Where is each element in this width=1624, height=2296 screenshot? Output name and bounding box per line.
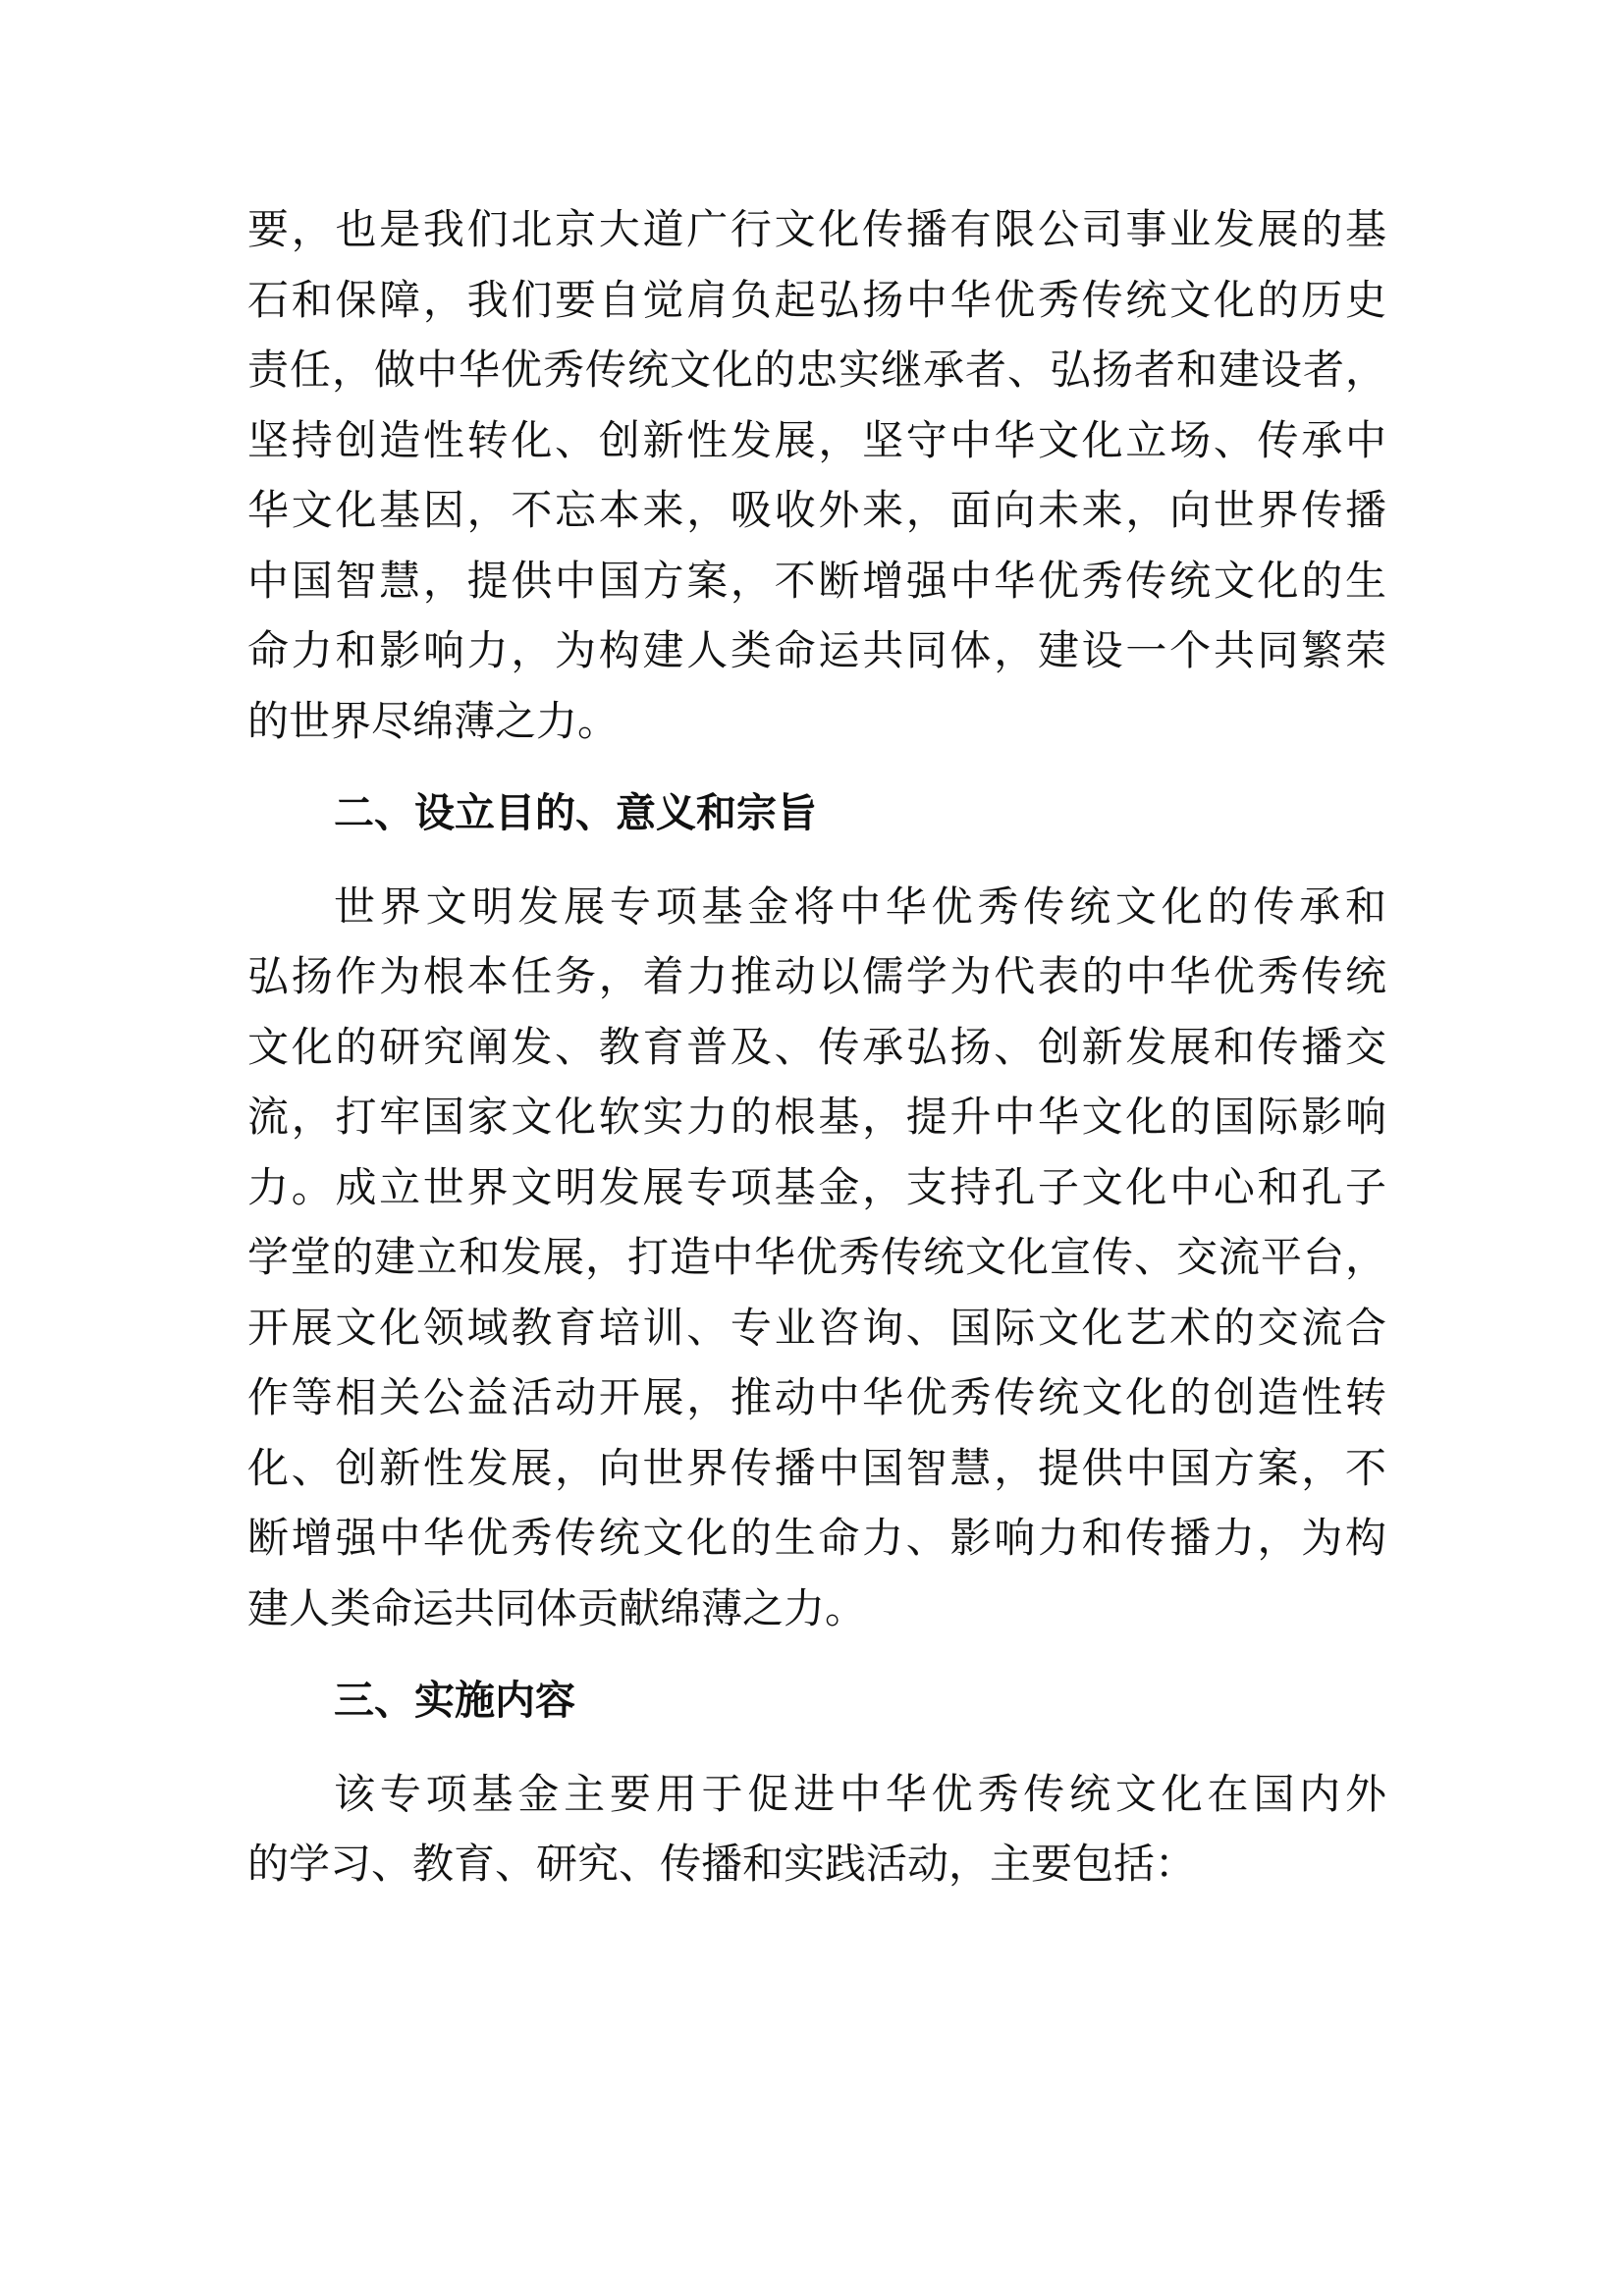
spacer — [247, 756, 1386, 778]
text-line: 该专项基金主要用于促进中华优秀传统文化在国内外 — [334, 1769, 1386, 1818]
text-line: 弘扬作为根本任务，着力推动以儒学为代表的中华优秀传统 — [247, 952, 1386, 1000]
text-line: 力。成立世界文明发展专项基金，支持孔子文化中心和孔子 — [247, 1162, 1386, 1211]
paragraph-continuation — [247, 194, 1386, 756]
text-line: 世界文明发展专项基金将中华优秀传统文化的传承和 — [334, 881, 1386, 931]
text-line: 文化的研究阐发、教育普及、传承弘扬、创新发展和传播交 — [247, 1022, 1386, 1071]
text-line: 要，也是我们北京大道广行文化传播有限公司事业发展的基 — [247, 205, 1386, 253]
text-line: 中国智慧，提供中国方案，不断增强中华优秀传统文化的生 — [247, 556, 1386, 605]
text-line: 开展文化领域教育培训、专业咨询、国际文化艺术的交流合 — [247, 1303, 1386, 1352]
text-line: 流，打牢国家文化软实力的根基，提升中华文化的国际影响 — [247, 1093, 1386, 1141]
text-line: 的学习、教育、研究、传播和实践活动，主要包括： — [247, 1840, 1197, 1888]
text-line: 坚持创造性转化、创新性发展，坚守中华文化立场、传承中 — [247, 415, 1386, 464]
spacer — [247, 1736, 1386, 1759]
text-line: 作等相关公益活动开展，推动中华优秀传统文化的创造性转 — [247, 1373, 1386, 1421]
text-line: 建人类命运共同体贡献绵薄之力。 — [247, 1583, 867, 1632]
spacer — [247, 849, 1386, 872]
document-body — [247, 194, 1386, 1899]
spacer — [247, 1643, 1386, 1666]
text-line: 化、创新性发展，向世界传播中国智慧，提供中国方案，不 — [247, 1443, 1386, 1492]
text-line: 断增强中华优秀传统文化的生命力、影响力和传播力，为构 — [247, 1514, 1386, 1562]
text-line: 责任，做中华优秀传统文化的忠实继承者、弘扬者和建设者， — [247, 346, 1386, 394]
text-line: 华文化基因，不忘本来，吸收外来，面向未来，向世界传播 — [247, 486, 1386, 534]
text-line: 学堂的建立和发展，打造中华优秀传统文化宣传、交流平台， — [247, 1233, 1386, 1281]
text-line: 的世界尽绵薄之力。 — [247, 696, 620, 745]
paragraph-purpose — [247, 872, 1386, 1644]
section-heading-3: 三、实施内容 — [334, 1677, 575, 1724]
text-line: 石和保障，我们要自觉肩负起弘扬中华优秀传统文化的历史 — [247, 275, 1386, 324]
text-line: 命力和影响力，为构建人类命运共同体，建设一个共同繁荣 — [247, 626, 1386, 674]
section-heading-2: 二、设立目的、意义和宗旨 — [334, 789, 817, 836]
paragraph-implementation — [247, 1759, 1386, 1899]
